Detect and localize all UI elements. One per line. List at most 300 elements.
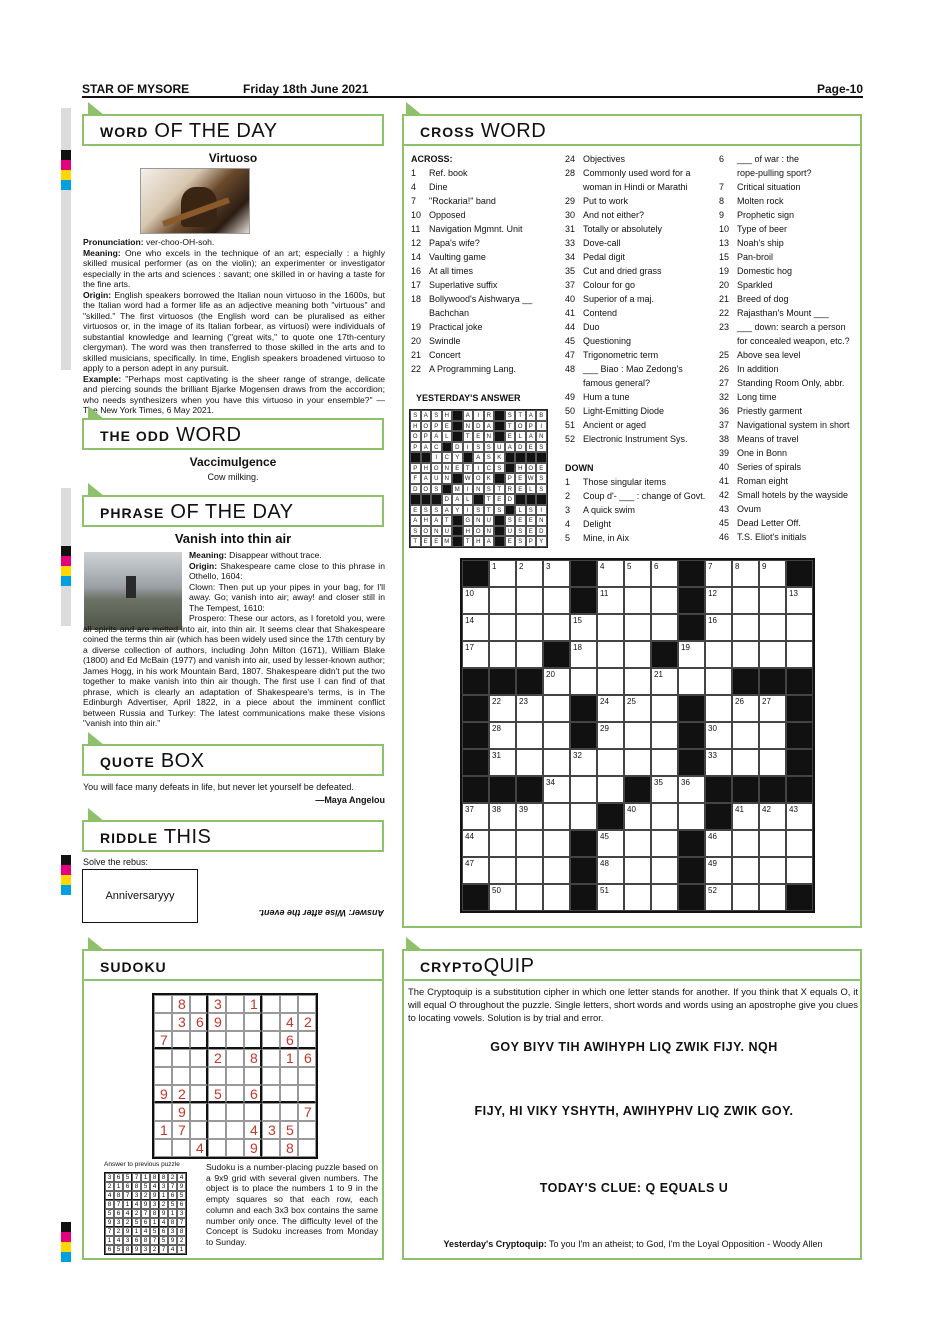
grid-cell[interactable] (543, 722, 570, 749)
grid-cell[interactable]: 31 (489, 749, 516, 776)
sudoku-cell[interactable]: 4 (244, 1121, 262, 1139)
sudoku-cell[interactable] (172, 1049, 190, 1067)
grid-cell[interactable]: 7 (705, 560, 732, 587)
grid-cell[interactable] (489, 614, 516, 641)
grid-cell[interactable] (570, 668, 597, 695)
sudoku-cell[interactable] (190, 1085, 208, 1103)
sudoku-cell[interactable]: 5 (208, 1085, 226, 1103)
sudoku-cell[interactable] (280, 1103, 298, 1121)
grid-cell[interactable]: 16 (705, 614, 732, 641)
grid-cell[interactable]: 23 (516, 695, 543, 722)
prev-sudoku-cell: 3 (168, 1227, 177, 1236)
grid-cell[interactable]: 29 (597, 722, 624, 749)
grid-cell[interactable] (651, 614, 678, 641)
grid-cell[interactable] (489, 641, 516, 668)
grid-cell[interactable]: 10 (462, 587, 489, 614)
grid-cell[interactable]: 26 (732, 695, 759, 722)
answer-cell: T (463, 463, 474, 474)
answer-cell: R (505, 484, 516, 495)
grid-cell[interactable] (543, 749, 570, 776)
black-cell (786, 884, 813, 911)
answer-cell: E (473, 431, 484, 442)
grid-cell[interactable] (516, 722, 543, 749)
sudoku-cell[interactable] (154, 1067, 172, 1085)
answer-cell: M (452, 484, 463, 495)
grid-cell[interactable] (651, 722, 678, 749)
sudoku-cell[interactable] (154, 1139, 172, 1157)
grid-cell[interactable]: 40 (624, 803, 651, 830)
answer-cell (421, 494, 432, 505)
black-cell (786, 695, 813, 722)
answer-cell: Y (536, 536, 547, 547)
sudoku-cell[interactable] (190, 1049, 208, 1067)
grid-cell[interactable] (651, 587, 678, 614)
grid-cell[interactable]: 14 (462, 614, 489, 641)
sudoku-cell[interactable] (190, 1103, 208, 1121)
grid-cell[interactable]: 3 (543, 560, 570, 587)
grid-cell[interactable] (651, 695, 678, 722)
sudoku-cell[interactable]: 1 (154, 1121, 172, 1139)
sudoku-cell[interactable] (298, 1139, 316, 1157)
sudoku-cell[interactable] (262, 995, 280, 1013)
sudoku-cell[interactable] (208, 1031, 226, 1049)
grid-cell[interactable] (543, 857, 570, 884)
grid-cell[interactable]: 32 (570, 749, 597, 776)
grid-cell[interactable] (759, 722, 786, 749)
sudoku-cell[interactable] (298, 1121, 316, 1139)
grid-cell[interactable] (624, 722, 651, 749)
black-cell (570, 587, 597, 614)
grid-cell[interactable] (732, 884, 759, 911)
grid-cell[interactable]: 41 (732, 803, 759, 830)
sudoku-cell[interactable] (280, 1085, 298, 1103)
grid-cell[interactable] (516, 857, 543, 884)
grid-cell[interactable]: 25 (624, 695, 651, 722)
grid-cell[interactable]: 19 (678, 641, 705, 668)
sudoku-cell[interactable] (244, 1103, 262, 1121)
grid-cell[interactable]: 45 (597, 830, 624, 857)
grid-cell[interactable] (624, 749, 651, 776)
sudoku-cell[interactable] (262, 1103, 280, 1121)
answer-cell: E (410, 505, 421, 516)
black-cell (570, 722, 597, 749)
grid-cell[interactable] (624, 587, 651, 614)
grid-cell[interactable]: 11 (597, 587, 624, 614)
sudoku-cell[interactable] (226, 1049, 244, 1067)
sudoku-cell[interactable] (298, 995, 316, 1013)
black-cell (624, 776, 651, 803)
answer-cell: T (484, 505, 495, 516)
grid-cell[interactable]: 12 (705, 587, 732, 614)
prev-sudoku-cell: 4 (150, 1182, 159, 1191)
grid-cell[interactable]: 35 (651, 776, 678, 803)
grid-cell[interactable]: 49 (705, 857, 732, 884)
grid-cell[interactable] (732, 641, 759, 668)
clue-item: 10 Opposed (411, 210, 466, 220)
prev-sudoku-cell: 9 (105, 1218, 114, 1227)
sudoku-cell[interactable]: 7 (172, 1121, 190, 1139)
sudoku-cell[interactable] (154, 1013, 172, 1031)
answer-cell (526, 494, 537, 505)
grid-cell[interactable] (597, 614, 624, 641)
grid-cell[interactable]: 13 (786, 587, 813, 614)
crossword-header: CROSS WORD (402, 114, 862, 146)
sudoku-cell[interactable] (190, 1031, 208, 1049)
sudoku-cell[interactable] (298, 1067, 316, 1085)
grid-cell[interactable]: 50 (489, 884, 516, 911)
clue-item: 10 Type of beer (719, 224, 788, 234)
grid-cell[interactable]: 8 (732, 560, 759, 587)
prev-sudoku-cell: 2 (105, 1182, 114, 1191)
clue-item: 40 Superior of a maj. (565, 294, 655, 304)
sudoku-cell[interactable] (226, 1121, 244, 1139)
sudoku-cell[interactable] (226, 1031, 244, 1049)
grid-cell[interactable]: 52 (705, 884, 732, 911)
sudoku-cell[interactable] (226, 1139, 244, 1157)
clue-item: 24 Objectives (565, 154, 626, 164)
grid-cell[interactable] (759, 614, 786, 641)
answer-cell (494, 515, 505, 526)
sudoku-cell[interactable]: 3 (208, 995, 226, 1013)
prev-sudoku-cell: 1 (123, 1200, 132, 1209)
prev-sudoku-cell: 7 (105, 1227, 114, 1236)
riddle-prompt: Solve the rebus: (83, 857, 149, 867)
grid-cell[interactable] (651, 749, 678, 776)
sudoku-cell[interactable]: 3 (172, 1013, 190, 1031)
answer-cell: T (463, 431, 474, 442)
grid-cell[interactable] (759, 830, 786, 857)
grid-cell[interactable] (759, 857, 786, 884)
prev-sudoku-cell: 3 (105, 1173, 114, 1182)
grid-cell[interactable] (786, 830, 813, 857)
sudoku-cell[interactable]: 9 (172, 1103, 190, 1121)
sudoku-cell[interactable]: 6 (280, 1031, 298, 1049)
grid-cell[interactable] (597, 641, 624, 668)
sudoku-cell[interactable] (280, 1067, 298, 1085)
grid-cell[interactable]: 28 (489, 722, 516, 749)
grid-cell[interactable] (543, 695, 570, 722)
grid-cell[interactable] (624, 641, 651, 668)
cryptoquip-header: CRYPTOQUIP (402, 949, 862, 981)
answer-cell: M (442, 536, 453, 547)
answer-cell (442, 484, 453, 495)
prev-sudoku-cell: 4 (168, 1245, 177, 1254)
prev-sudoku-cell: 1 (150, 1218, 159, 1227)
answer-cell: A (421, 442, 432, 453)
grid-cell[interactable]: 47 (462, 857, 489, 884)
prev-sudoku-cell: 1 (141, 1173, 150, 1182)
sudoku-cell[interactable] (172, 1031, 190, 1049)
sudoku-cell[interactable]: 1 (280, 1049, 298, 1067)
answer-cell: I (463, 442, 474, 453)
grid-cell[interactable]: 33 (705, 749, 732, 776)
black-cell (462, 776, 489, 803)
sudoku-cell[interactable] (154, 995, 172, 1013)
grid-cell[interactable] (624, 884, 651, 911)
grid-cell[interactable] (543, 830, 570, 857)
grid-cell[interactable] (651, 884, 678, 911)
sudoku-cell[interactable]: 7 (298, 1103, 316, 1121)
answer-cell: L (526, 484, 537, 495)
sudoku-cell[interactable] (190, 995, 208, 1013)
grid-cell[interactable] (516, 614, 543, 641)
clue-item: 19 Practical joke (411, 322, 483, 332)
grid-cell[interactable] (543, 614, 570, 641)
sudoku-cell[interactable] (226, 995, 244, 1013)
grid-cell[interactable]: 30 (705, 722, 732, 749)
grid-cell[interactable]: 5 (624, 560, 651, 587)
clue-item: 37 Navigational system in short (719, 420, 850, 430)
grid-cell[interactable] (759, 884, 786, 911)
grid-cell[interactable]: 22 (489, 695, 516, 722)
answer-cell: G (463, 515, 474, 526)
prev-sudoku-cell: 7 (123, 1191, 132, 1200)
grid-cell[interactable] (705, 695, 732, 722)
grid-cell[interactable] (489, 587, 516, 614)
clue-item: 47 Trigonometric term (565, 350, 659, 360)
grid-cell[interactable]: 34 (543, 776, 570, 803)
answer-cell: W (463, 473, 474, 484)
sudoku-cell[interactable] (244, 1031, 262, 1049)
answer-cell: A (526, 431, 537, 442)
sudoku-cell[interactable]: 9 (154, 1085, 172, 1103)
black-cell (570, 830, 597, 857)
grid-cell[interactable] (516, 749, 543, 776)
grid-cell[interactable]: 46 (705, 830, 732, 857)
grid-cell[interactable] (732, 587, 759, 614)
clue-item: 14 Vaulting game (411, 252, 486, 262)
sudoku-cell[interactable]: 6 (244, 1085, 262, 1103)
grid-cell[interactable]: 4 (597, 560, 624, 587)
grid-cell[interactable] (516, 884, 543, 911)
sudoku-cell[interactable]: 4 (280, 1013, 298, 1031)
sudoku-cell[interactable] (262, 1085, 280, 1103)
black-cell (705, 803, 732, 830)
sudoku-cell[interactable] (262, 1031, 280, 1049)
grid-cell[interactable] (678, 803, 705, 830)
grid-cell[interactable]: 36 (678, 776, 705, 803)
sudoku-cell[interactable] (154, 1049, 172, 1067)
grid-cell[interactable]: 37 (462, 803, 489, 830)
prev-sudoku-cell: 8 (132, 1182, 141, 1191)
answer-cell: U (442, 526, 453, 537)
sudoku-cell[interactable]: 2 (208, 1049, 226, 1067)
grid-cell[interactable] (516, 830, 543, 857)
grid-cell[interactable]: 27 (759, 695, 786, 722)
grid-cell[interactable] (705, 668, 732, 695)
answer-cell: T (515, 410, 526, 421)
black-cell (678, 857, 705, 884)
sudoku-cell[interactable] (208, 1139, 226, 1157)
answer-cell (494, 536, 505, 547)
prev-sudoku-cell: 9 (168, 1236, 177, 1245)
sudoku-cell[interactable] (226, 1013, 244, 1031)
grid-cell[interactable] (489, 830, 516, 857)
sudoku-cell[interactable] (172, 1067, 190, 1085)
grid-cell[interactable] (624, 614, 651, 641)
answer-cell: O (410, 431, 421, 442)
answer-cell: C (442, 452, 453, 463)
grid-cell[interactable] (516, 641, 543, 668)
grid-cell[interactable]: 1 (489, 560, 516, 587)
clue-item: 7 "Rockaria!" band (411, 196, 496, 206)
grid-cell[interactable] (651, 830, 678, 857)
grid-cell[interactable] (597, 668, 624, 695)
grid-cell[interactable] (624, 668, 651, 695)
sudoku-cell[interactable] (298, 1085, 316, 1103)
grid-cell[interactable] (705, 641, 732, 668)
grid-cell[interactable]: 51 (597, 884, 624, 911)
sudoku-cell[interactable]: 6 (190, 1013, 208, 1031)
sudoku-cell[interactable] (208, 1067, 226, 1085)
sudoku-cell[interactable]: 7 (154, 1031, 172, 1049)
grid-cell[interactable] (516, 587, 543, 614)
grid-cell[interactable] (570, 803, 597, 830)
prev-sudoku-cell: 6 (123, 1182, 132, 1191)
sudoku-cell[interactable] (172, 1139, 190, 1157)
grid-cell[interactable] (759, 587, 786, 614)
grid-cell[interactable] (543, 803, 570, 830)
grid-cell[interactable]: 44 (462, 830, 489, 857)
sudoku-cell[interactable]: 8 (280, 1139, 298, 1157)
clue-item: 40 Series of spirals (719, 462, 802, 472)
sudoku-cell[interactable]: 2 (298, 1013, 316, 1031)
answer-cell: H (442, 410, 453, 421)
grid-cell[interactable]: 20 (543, 668, 570, 695)
grid-cell[interactable] (597, 749, 624, 776)
grid-cell[interactable] (489, 857, 516, 884)
sudoku-cell[interactable]: 5 (280, 1121, 298, 1139)
answer-cell: C (484, 463, 495, 474)
sudoku-cell[interactable] (190, 1121, 208, 1139)
grid-cell[interactable] (570, 776, 597, 803)
sudoku-cell[interactable] (262, 1013, 280, 1031)
grid-cell[interactable] (624, 830, 651, 857)
clue-item: 16 At all times (411, 266, 474, 276)
grid-cell[interactable]: 48 (597, 857, 624, 884)
quote-text: You will face many defeats in life, but never let yourself be defeated. (83, 782, 354, 792)
answer-cell: D (442, 494, 453, 505)
answer-cell: H (410, 421, 421, 432)
sudoku-cell[interactable] (244, 1013, 262, 1031)
prev-sudoku-cell: 2 (159, 1200, 168, 1209)
prev-sudoku-cell: 1 (114, 1182, 123, 1191)
sudoku-cell[interactable]: 2 (172, 1085, 190, 1103)
grid-cell[interactable]: 2 (516, 560, 543, 587)
yesterday-label: YESTERDAY'S ANSWER (416, 393, 521, 403)
grid-cell[interactable] (651, 803, 678, 830)
answer-cell (452, 526, 463, 537)
answer-cell: O (431, 463, 442, 474)
grid-cell[interactable]: 18 (570, 641, 597, 668)
grid-cell[interactable]: 24 (597, 695, 624, 722)
grid-cell[interactable]: 38 (489, 803, 516, 830)
grid-cell[interactable] (624, 857, 651, 884)
sudoku-cell[interactable]: 8 (172, 995, 190, 1013)
prev-sudoku-cell: 9 (159, 1209, 168, 1218)
sudoku-cell[interactable] (262, 1067, 280, 1085)
clue-item: 41 Contend (565, 308, 618, 318)
clue-item: 19 Domestic hog (719, 266, 793, 276)
sudoku-cell[interactable]: 3 (262, 1121, 280, 1139)
grid-cell[interactable] (543, 884, 570, 911)
sudoku-cell[interactable]: 4 (190, 1139, 208, 1157)
sudoku-cell[interactable] (298, 1031, 316, 1049)
prev-answer-label: Answer to previous puzzle (104, 1161, 180, 1168)
grid-cell[interactable] (732, 749, 759, 776)
answer-cell: K (494, 452, 505, 463)
prev-sudoku-cell: 4 (177, 1173, 186, 1182)
grid-cell[interactable]: 15 (570, 614, 597, 641)
color-bar (61, 1222, 71, 1262)
prev-sudoku-cell: 4 (114, 1236, 123, 1245)
sudoku-cell[interactable] (226, 1067, 244, 1085)
sudoku-grid[interactable] (152, 993, 318, 1159)
grid-cell[interactable] (786, 614, 813, 641)
sudoku-cell[interactable] (226, 1103, 244, 1121)
sudoku-cell[interactable] (208, 1121, 226, 1139)
prev-sudoku-cell: 3 (159, 1182, 168, 1191)
grid-cell[interactable]: 43 (786, 803, 813, 830)
black-cell (678, 560, 705, 587)
answer-cell: O (515, 421, 526, 432)
grid-cell[interactable] (543, 587, 570, 614)
sudoku-cell[interactable] (154, 1103, 172, 1121)
grid-cell[interactable] (678, 668, 705, 695)
sudoku-cell[interactable] (208, 1103, 226, 1121)
clue-item: for concealed weapon, etc.? (737, 336, 850, 346)
answer-cell: S (515, 536, 526, 547)
sudoku-cell[interactable] (190, 1067, 208, 1085)
sudoku-cell[interactable] (280, 995, 298, 1013)
sudoku-cell[interactable]: 9 (244, 1139, 262, 1157)
sudoku-cell[interactable] (262, 1049, 280, 1067)
grid-cell[interactable] (759, 641, 786, 668)
grid-cell[interactable] (786, 641, 813, 668)
grid-cell[interactable] (786, 857, 813, 884)
grid-cell[interactable] (651, 857, 678, 884)
grid-cell[interactable]: 17 (462, 641, 489, 668)
sudoku-cell[interactable] (262, 1139, 280, 1157)
grid-cell[interactable] (732, 857, 759, 884)
sudoku-cell[interactable]: 1 (244, 995, 262, 1013)
grid-cell[interactable]: 6 (651, 560, 678, 587)
grid-cell[interactable]: 9 (759, 560, 786, 587)
grid-cell[interactable] (732, 614, 759, 641)
sudoku-cell[interactable]: 8 (244, 1049, 262, 1067)
grid-cell[interactable] (732, 722, 759, 749)
sudoku-cell[interactable]: 6 (298, 1049, 316, 1067)
sudoku-cell[interactable] (226, 1085, 244, 1103)
answer-cell: D (410, 484, 421, 495)
sudoku-cell[interactable] (244, 1067, 262, 1085)
grid-cell[interactable] (732, 830, 759, 857)
phrase-meaning: Meaning: Disappear without trace. Origin: Shakespeare came close to this phrase in Othello, 1604: Clown: Then put up your pipes in your bag, for I'll away. Go; vanish into air; away! and closer still in The Tempest, 1610: (189, 550, 385, 613)
grid-cell[interactable] (759, 749, 786, 776)
grid-cell[interactable]: 39 (516, 803, 543, 830)
prev-sudoku-cell: 8 (177, 1227, 186, 1236)
crossword-grid[interactable] (460, 558, 815, 913)
grid-cell[interactable]: 42 (759, 803, 786, 830)
sudoku-cell[interactable]: 9 (208, 1013, 226, 1031)
grid-cell[interactable]: 21 (651, 668, 678, 695)
answer-cell: T (505, 421, 516, 432)
answer-cell: P (505, 473, 516, 484)
prev-sudoku-cell: 5 (141, 1182, 150, 1191)
cipher-line-1: GOY BIYV TIH AWIHYPH LIQ ZWIK FIJY. NQH (490, 1040, 778, 1054)
grid-cell[interactable] (597, 776, 624, 803)
prev-sudoku-cell: 8 (150, 1209, 159, 1218)
